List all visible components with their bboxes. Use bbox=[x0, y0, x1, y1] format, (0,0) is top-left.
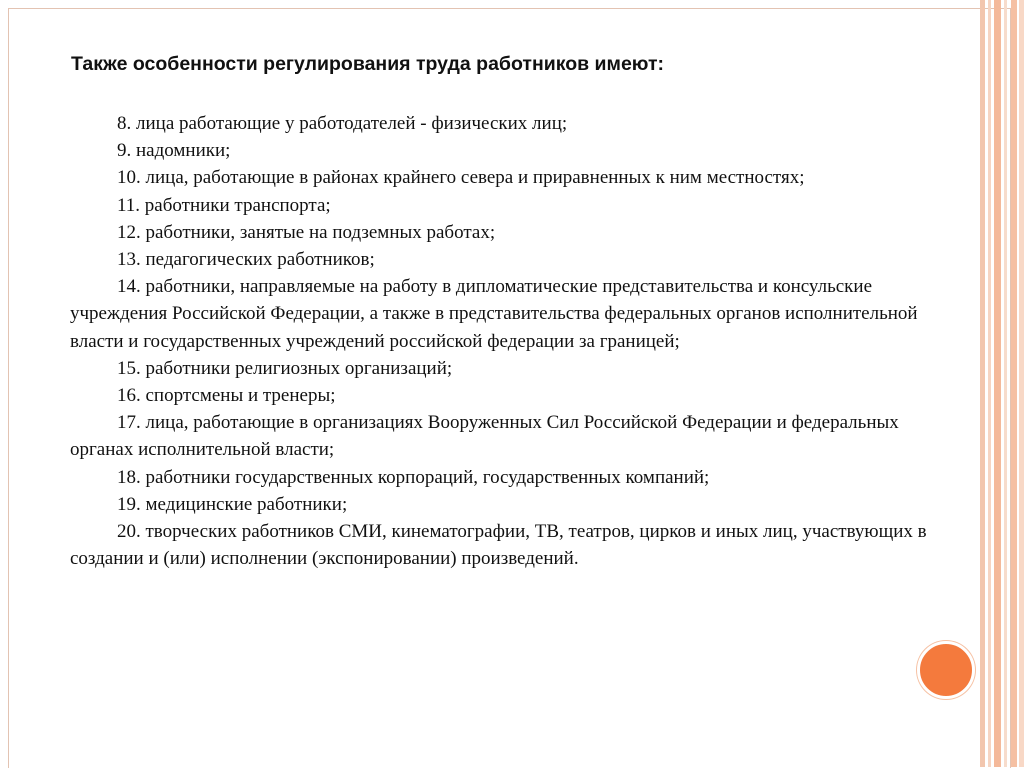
list-item: 12. работники, занятые на подземных работах; bbox=[117, 221, 496, 243]
decorative-stripe bbox=[988, 0, 991, 767]
decorative-stripe bbox=[1011, 0, 1017, 767]
list-item: 15. работники религиозных организаций; bbox=[117, 357, 453, 379]
slide-title: Также особенности регулирования труда работников имеют: bbox=[71, 53, 665, 75]
decorative-stripe bbox=[980, 0, 985, 767]
slide-content bbox=[70, 110, 940, 572]
list-item: 11. работники транспорта; bbox=[117, 194, 331, 216]
decorative-stripe bbox=[1019, 0, 1024, 767]
list-item: 9. надомники; bbox=[117, 140, 231, 162]
list-item: 17. лица, работающие в организациях Вооруженных Сил Российской Федерации и федеральных органах исполнительной власти; bbox=[70, 412, 899, 461]
list-item: 10. лица, работающие в районах крайнего севера и приравненных к ним местностях; bbox=[117, 167, 805, 189]
decorative-stripe bbox=[1004, 0, 1007, 767]
list-item: 8. лица работающие у работодателей - физических лиц; bbox=[117, 113, 568, 134]
list-item: 14. работники, направляемые на работу в дипломатические представительства и консульские учреждения Российской Федерации, а также в представительства федеральных органов исполнительной власти и государственных учреждений российской федерации за границей; bbox=[70, 276, 918, 352]
list-item: 19. медицинские работники; bbox=[117, 493, 348, 515]
list-item: 20. творческих работников СМИ, кинематографии, ТВ, театров, цирков и иных лиц, участвующих в создании и (или) исполнении (экспонировании) произведений. bbox=[70, 521, 927, 570]
decorative-circle bbox=[917, 641, 975, 699]
list-item: 16. спортсмены и тренеры; bbox=[117, 385, 336, 407]
list-item: 18. работники государственных корпораций, государственных компаний; bbox=[117, 466, 710, 488]
decorative-stripe bbox=[994, 0, 1001, 767]
list-item: 13. педагогических работников; bbox=[117, 249, 375, 271]
